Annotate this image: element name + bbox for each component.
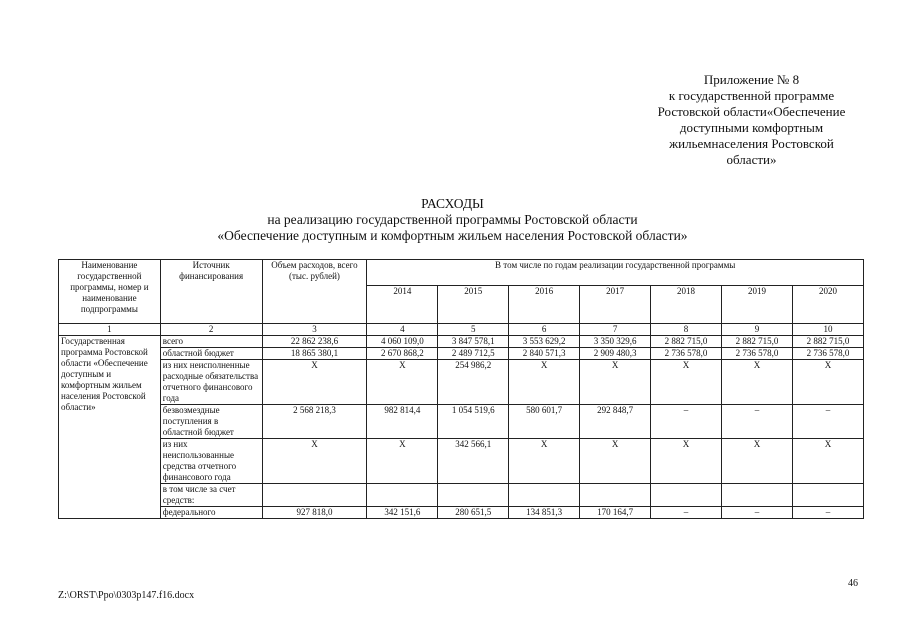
table-row [59, 439, 864, 484]
cell-2018: 2 882 715,0 [651, 336, 722, 348]
cell-2017: 292 848,7 [580, 405, 651, 439]
cell-2014: 4 060 109,0 [367, 336, 438, 348]
table-row [59, 484, 864, 507]
cell-2020: – [792, 507, 863, 519]
column-number: 10 [792, 324, 863, 336]
header-source: Источник финансирования [160, 260, 262, 324]
cell-2016: 580 601,7 [509, 405, 580, 439]
row-source: областной бюджет [160, 348, 262, 360]
document-title [0, 196, 905, 244]
column-number: 1 [59, 324, 161, 336]
row-source: из них неисполненные расходные обязательства отчетного финансового года [160, 360, 262, 405]
cell-2014 [367, 484, 438, 507]
cell-2015: 254 986,2 [438, 360, 509, 405]
cell-total: Х [262, 360, 367, 405]
title-line-2: на реализацию государственной программы Ростовской области [267, 212, 638, 227]
row-source: в том числе за счет средств: [160, 484, 262, 507]
appendix-line: к государственной программе [668, 88, 835, 103]
cell-2018: Х [651, 439, 722, 484]
cell-2015: 342 566,1 [438, 439, 509, 484]
cell-2015: 3 847 578,1 [438, 336, 509, 348]
table-row [59, 507, 864, 519]
cell-2017: Х [580, 439, 651, 484]
cell-2016: 3 553 629,2 [509, 336, 580, 348]
cell-total: Х [262, 439, 367, 484]
page-number: 46 [848, 578, 858, 589]
header-year: 2017 [580, 286, 651, 324]
cell-total: 927 818,0 [262, 507, 367, 519]
appendix-line: жильемнаселения Ростовской [669, 136, 834, 151]
header-year: 2016 [509, 286, 580, 324]
column-number: 4 [367, 324, 438, 336]
cell-2019: Х [721, 439, 792, 484]
cell-2019: – [721, 507, 792, 519]
appendix-header [644, 72, 859, 168]
cell-2015 [438, 484, 509, 507]
cell-2020 [792, 484, 863, 507]
cell-2016: 134 851,3 [509, 507, 580, 519]
cell-2014: Х [367, 439, 438, 484]
cell-2014: 2 670 868,2 [367, 348, 438, 360]
column-number: 9 [721, 324, 792, 336]
cell-2017: 3 350 329,6 [580, 336, 651, 348]
cell-2015: 1 054 519,6 [438, 405, 509, 439]
cell-2019: 2 882 715,0 [721, 336, 792, 348]
appendix-line: доступными комфортным [679, 120, 824, 135]
cell-2015: 280 651,5 [438, 507, 509, 519]
cell-total: 18 865 380,1 [262, 348, 367, 360]
cell-total: 2 568 218,3 [262, 405, 367, 439]
table-row [59, 360, 864, 405]
cell-2017: Х [580, 360, 651, 405]
header-volume: Объем расходов, всего (тыс. рублей) [262, 260, 367, 324]
header-year: 2019 [721, 286, 792, 324]
row-source: всего [160, 336, 262, 348]
column-number: 7 [580, 324, 651, 336]
cell-2019: 2 736 578,0 [721, 348, 792, 360]
header-year: 2015 [438, 286, 509, 324]
column-number: 8 [651, 324, 722, 336]
column-number: 2 [160, 324, 262, 336]
cell-2020: Х [792, 439, 863, 484]
cell-2018: – [651, 507, 722, 519]
table-row [59, 348, 864, 360]
column-number: 5 [438, 324, 509, 336]
cell-2020: 2 736 578,0 [792, 348, 863, 360]
appendix-line: Ростовской области«Обеспечение [657, 104, 846, 119]
cell-2018: Х [651, 360, 722, 405]
program-name: Государственная программа Ростовской области «Обеспечение доступным и комфортным жильем населения Ростовской области» [59, 336, 161, 519]
header-row [59, 260, 864, 286]
header-year: 2014 [367, 286, 438, 324]
cell-2018: – [651, 405, 722, 439]
cell-total: 22 862 238,6 [262, 336, 367, 348]
header-by-years: В том числе по годам реализации государственной программы [367, 260, 864, 286]
title-line-1: РАСХОДЫ [421, 196, 484, 211]
cell-2019: Х [721, 360, 792, 405]
cell-2020: – [792, 405, 863, 439]
cell-2017: 2 909 480,3 [580, 348, 651, 360]
cell-2016: Х [509, 360, 580, 405]
expenses-table [58, 259, 864, 519]
cell-2014: 982 814,4 [367, 405, 438, 439]
cell-2016 [509, 484, 580, 507]
cell-2020: Х [792, 360, 863, 405]
header-year: 2020 [792, 286, 863, 324]
cell-2014: Х [367, 360, 438, 405]
column-number: 6 [509, 324, 580, 336]
table-row [59, 336, 864, 348]
cell-2015: 2 489 712,5 [438, 348, 509, 360]
cell-2020: 2 882 715,0 [792, 336, 863, 348]
column-number: 3 [262, 324, 367, 336]
cell-2019: – [721, 405, 792, 439]
title-line-3: «Обеспечение доступным и комфортным жильем населения Ростовской области» [217, 228, 688, 243]
header-year: 2018 [651, 286, 722, 324]
cell-2017: 170 164,7 [580, 507, 651, 519]
cell-2017 [580, 484, 651, 507]
row-source: безвозмездные поступления в областной бюджет [160, 405, 262, 439]
column-number-row [59, 324, 864, 336]
row-source: федерального [160, 507, 262, 519]
cell-2016: 2 840 571,3 [509, 348, 580, 360]
appendix-line: Приложение № 8 [703, 72, 800, 87]
cell-2019 [721, 484, 792, 507]
cell-2014: 342 151,6 [367, 507, 438, 519]
appendix-line: области» [726, 152, 777, 167]
header-name: Наименование государственной программы, номер и наименование подпрограммы [59, 260, 161, 324]
table-row [59, 405, 864, 439]
cell-2018: 2 736 578,0 [651, 348, 722, 360]
cell-2016: Х [509, 439, 580, 484]
cell-total [262, 484, 367, 507]
cell-2018 [651, 484, 722, 507]
footer-file-path: Z:\ORST\Ppo\0303p147.f16.docx [58, 590, 195, 601]
row-source: из них неиспользованные средства отчетного финансового года [160, 439, 262, 484]
